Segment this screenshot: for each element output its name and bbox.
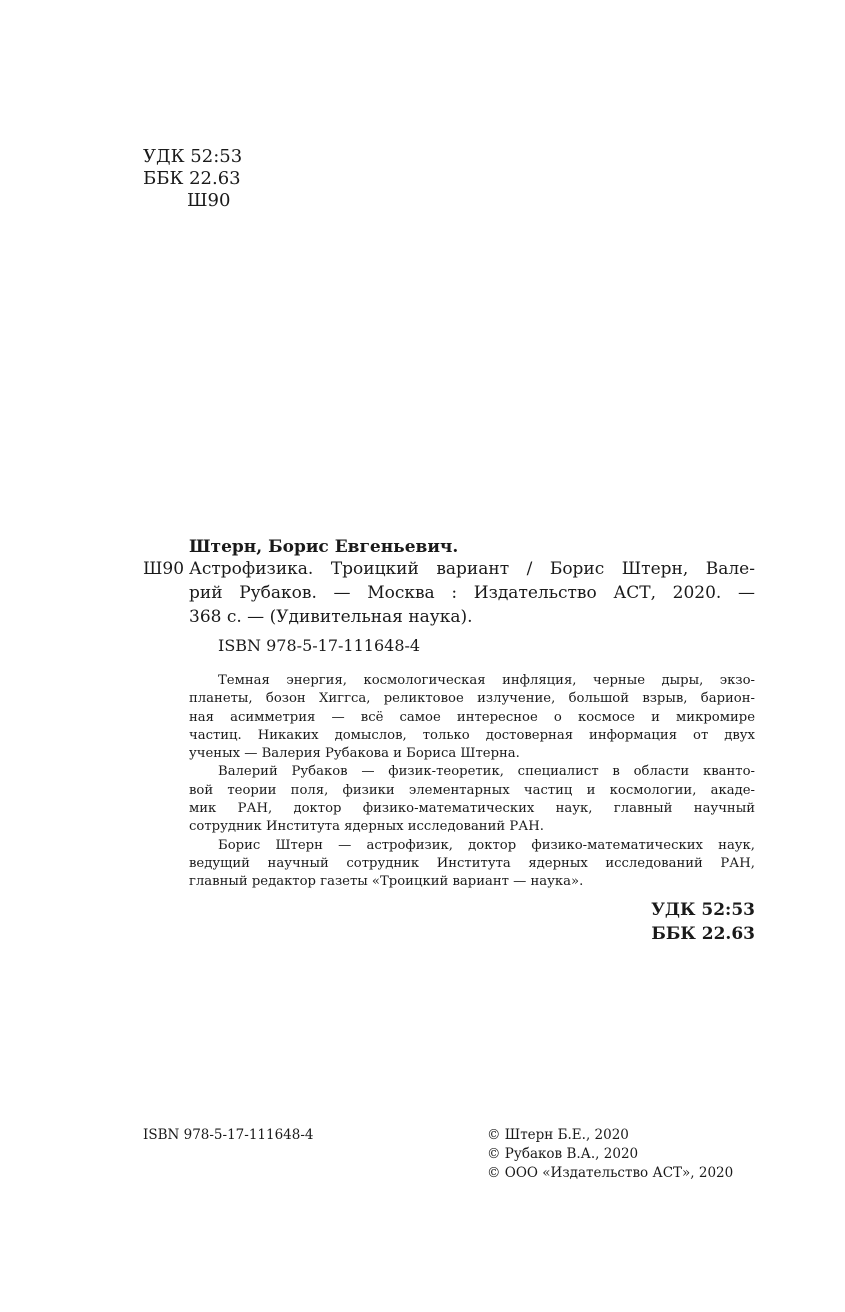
bibliographic-citation	[189, 557, 755, 629]
annotation-line: главный редактор газеты «Троицкий вариант — наука».	[189, 874, 584, 890]
annotation-line: Борис Штерн — астрофизик, доктор физико-математических наук,	[218, 837, 755, 853]
annotation-line: Валерий Рубаков — физик-теоретик, специалист в области кванто-	[218, 764, 755, 780]
annotation-line: частиц. Никаких домыслов, только достоверная информация от двух	[189, 727, 755, 743]
annotation-text	[189, 672, 755, 892]
annotation-line: ведущий научный сотрудник Института ядерных исследований РАН,	[189, 855, 755, 871]
author-mark-side: Ш90	[143, 559, 185, 579]
citation-line: Астрофизика. Троицкий вариант / Борис Штерн, Вале-	[189, 559, 755, 579]
bbk-code: ББК 22.63	[651, 924, 755, 944]
author-mark: Ш90	[187, 190, 231, 211]
annotation-line: мик РАН, доктор физико-математических наук, главный научный	[189, 801, 755, 817]
annotation-line: планеты, бозон Хиггса, реликтовое излучение, большой взрыв, барион-	[189, 691, 755, 707]
bbk-code: ББК 22.63	[143, 168, 241, 189]
udk-code: УДК 52:53	[651, 900, 755, 920]
isbn-footer: ISBN 978-5-17-111648-4	[143, 1127, 314, 1143]
citation-line: рий Рубаков. — Москва : Издательство АСТ, 2020. —	[189, 583, 755, 603]
copyright-line: © Рубаков В.А., 2020	[487, 1146, 639, 1162]
classification-codes-bottom	[189, 898, 755, 946]
annotation-line: Темная энергия, космологическая инфляция, черные дыры, экзо-	[218, 673, 755, 688]
annotation-line: вой теории поля, физики элементарных частиц и космологии, акаде-	[189, 782, 755, 798]
isbn-record: ISBN 978-5-17-111648-4	[218, 636, 421, 655]
annotation-line: ная асимметрия — всё самое интересное о космосе и микромире	[189, 709, 755, 725]
annotation-line: сотрудник Института ядерных исследований РАН.	[189, 819, 544, 835]
copyright-block	[487, 1126, 733, 1183]
copyright-line: © ООО «Издательство АСТ», 2020	[487, 1165, 734, 1181]
udk-code: УДК 52:53	[143, 146, 243, 167]
classification-codes-top	[143, 146, 242, 212]
copyright-line: © Штерн Б.Е., 2020	[487, 1127, 629, 1143]
citation-line: 368 с. — (Удивительная наука).	[189, 607, 473, 627]
annotation-line: ученых — Валерия Рубакова и Бориса Штерна.	[189, 746, 520, 762]
author-heading: Штерн, Борис Евгеньевич.	[189, 537, 459, 557]
